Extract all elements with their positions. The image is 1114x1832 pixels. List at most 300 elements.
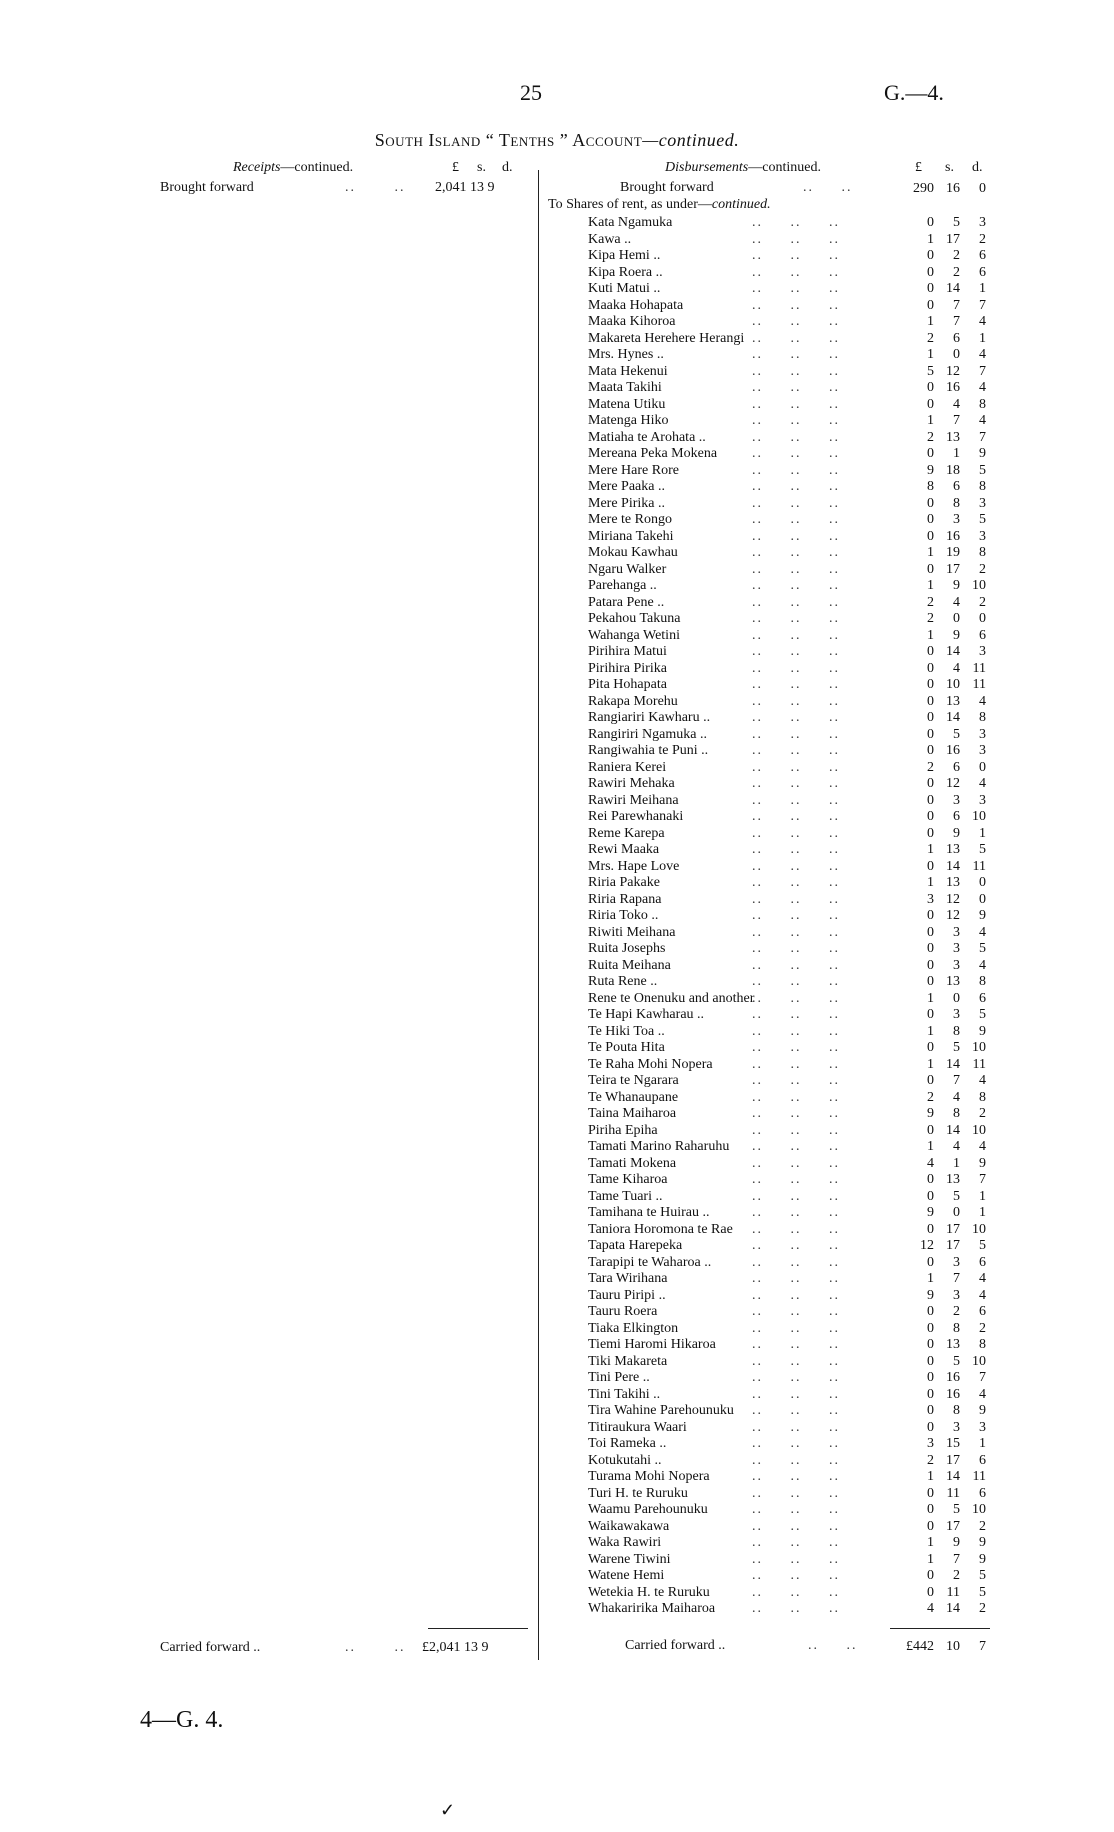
entry-shillings: 16 [946,380,960,395]
entry-pounds: 0 [927,1568,934,1583]
entry-shillings: 14 [946,644,960,659]
entry-shillings: 4 [953,660,960,676]
entry-shillings: 9 [953,1535,960,1550]
entry-pence: 8 [979,974,986,989]
entry-pence: 8 [979,396,986,412]
receipts-carried-forward-label: Carried forward .. [160,1640,261,1655]
dot-leader: .. .. .. [752,1007,840,1022]
entry-shillings: 2 [953,1304,960,1319]
entry-shillings: 7 [953,314,960,329]
receipts-brought-forward-leader: .. .. [345,180,406,195]
table-row [0,1551,1114,1568]
entry-pounds: 0 [927,660,934,676]
entry-pounds: 1 [927,413,934,428]
entry-pence: 9 [979,1023,986,1039]
table-row [0,973,1114,990]
dot-leader: .. .. .. [752,528,840,544]
entry-pounds: 0 [927,1419,934,1435]
entry-shillings: 9 [953,578,960,593]
table-row [0,643,1114,660]
entry-shillings: 3 [953,924,960,940]
entry-pounds: 0 [927,1188,934,1204]
dot-leader: .. .. .. [752,1271,840,1286]
entry-pounds: 1 [927,1056,934,1072]
table-row [0,1270,1114,1287]
table-row [0,1584,1114,1601]
entry-pounds: 0 [927,710,934,725]
entry-name: Rakapa Morehu [588,693,678,709]
receipts-col-pounds: £ [452,160,459,175]
table-row [0,1402,1114,1419]
entry-pence: 8 [979,710,986,725]
table-row [0,742,1114,759]
table-row [0,726,1114,743]
entry-name: Maaka Hohapata [588,297,684,313]
table-row [0,495,1114,512]
entry-name: Piriha Epiha [588,1122,658,1138]
entry-name: Tamati Marino Raharuhu [588,1139,730,1154]
entry-shillings: 14 [946,1469,960,1484]
dot-leader: .. .. .. [752,1238,840,1253]
brought-forward-shillings: 16 [946,181,960,196]
entry-pence: 11 [972,1056,986,1072]
entry-pounds: 0 [927,281,934,296]
table-row [0,1501,1114,1518]
entry-pounds: 0 [927,924,934,940]
entry-shillings: 12 [946,776,960,791]
dot-leader: .. .. .. [752,726,840,742]
table-row [0,1369,1114,1386]
dot-leader: .. .. .. [752,1205,840,1220]
entry-pounds: 1 [927,545,934,560]
table-row [0,1105,1114,1122]
entry-pence: 5 [979,1568,986,1583]
entry-shillings: 14 [946,1122,960,1138]
dot-leader: .. .. .. [752,1188,840,1204]
table-row [0,891,1114,908]
entry-shillings: 5 [953,1040,960,1055]
entry-pounds: 0 [927,677,934,692]
entry-name: Tauru Roera [588,1304,658,1319]
entry-shillings: 13 [946,974,960,989]
page-number: 25 [520,80,542,105]
entry-shillings: 2 [953,248,960,263]
entry-name: Tamati Mokena [588,1155,677,1171]
entry-pounds: 0 [927,1221,934,1237]
entry-name: Tini Pere .. [588,1370,650,1385]
entry-pence: 6 [979,264,986,280]
dot-leader: .. .. .. [752,710,840,725]
entry-pounds: 0 [927,1040,934,1055]
entry-name: Matena Utiku [588,396,666,412]
entry-pence: 9 [979,1535,986,1550]
entry-name: Tarapipi te Waharoa .. [588,1254,712,1270]
entry-name: Kipa Hemi .. [588,248,661,263]
disbursements-carried-forward-leader: .. .. [808,1638,858,1653]
entry-shillings: 7 [953,1551,960,1567]
entry-pence: 4 [979,776,986,791]
entry-pounds: 1 [927,578,934,593]
entry-pence: 4 [979,1287,986,1303]
receipts-col-shillings: s. [477,160,486,175]
entry-shillings: 14 [946,1056,960,1072]
entry-shillings: 10 [946,677,960,692]
entry-shillings: 2 [953,1568,960,1583]
table-row [0,775,1114,792]
entry-pence: 6 [979,248,986,263]
entry-shillings: 19 [946,545,960,560]
entry-shillings: 16 [946,743,960,758]
table-row [0,858,1114,875]
table-row [0,907,1114,924]
entry-name: Mereana Peka Mokena [588,446,718,461]
entry-shillings: 13 [946,693,960,709]
disbursements-heading-label: Disbursements [665,160,749,175]
entry-pence: 2 [979,1518,986,1534]
dot-leader: .. .. .. [752,1403,840,1418]
carried-forward-pence: 7 [979,1639,986,1654]
entry-pence: 2 [979,1106,986,1121]
dot-leader: .. .. .. [752,347,840,362]
entry-name: Maata Takihi [588,380,662,395]
entry-pence: 5 [979,842,986,857]
entry-shillings: 8 [953,1023,960,1039]
entry-pence: 3 [979,528,986,544]
entry-name: Raniera Kerei [588,759,667,775]
dot-leader: .. .. .. [752,660,840,676]
entry-pence: 4 [979,693,986,709]
entry-pence: 2 [979,231,986,247]
entry-pounds: 0 [927,1370,934,1385]
entry-shillings: 3 [953,957,960,973]
entry-shillings: 15 [946,1436,960,1451]
table-row [0,627,1114,644]
entry-pence: 1 [979,1188,986,1204]
receipts-carried-forward-value: £2,041 13 9 [422,1640,489,1655]
disbursements-brought-forward-leader: .. .. [803,180,853,195]
entry-pence: 4 [979,347,986,362]
entry-shillings: 6 [953,479,960,494]
entry-name: Waikawakawa [588,1518,670,1534]
entry-shillings: 13 [946,429,960,445]
entry-name: Ruita Josephs [588,941,666,956]
table-row [0,759,1114,776]
entry-name: Riria Toko .. [588,908,659,923]
receipts-heading-suffix: —continued. [280,160,354,175]
dot-leader: .. .. .. [752,825,840,841]
dot-leader: .. .. .. [752,363,840,379]
entry-pence: 6 [979,1452,986,1468]
disbursements-brought-forward-label: Brought forward [620,180,714,195]
entry-pence: 9 [979,1403,986,1418]
entry-shillings: 14 [946,281,960,296]
entry-pounds: 9 [927,1106,934,1121]
entry-name: Rewi Maaka [588,842,660,857]
entry-shillings: 17 [946,1518,960,1534]
entry-shillings: 8 [953,1403,960,1418]
dot-leader: .. .. .. [752,281,840,296]
entry-pence: 5 [979,1238,986,1253]
dot-leader: .. .. .. [752,1535,840,1550]
entry-pence: 5 [979,462,986,478]
table-row [0,544,1114,561]
entry-name: Rangiwahia te Puni .. [588,743,709,758]
dot-leader: .. .. .. [752,693,840,709]
dot-leader: .. .. .. [752,974,840,989]
entry-shillings: 13 [946,1172,960,1187]
entry-pence: 1 [979,281,986,296]
entry-pounds: 0 [927,446,934,461]
entry-pence: 2 [979,1320,986,1336]
entry-name: Rei Parewhanaki [588,809,684,824]
entry-pence: 2 [979,594,986,610]
entry-name: Parehanga .. [588,578,657,593]
entry-name: Te Pouta Hita [588,1040,665,1055]
entry-name: Riwiti Meihana [588,924,676,940]
entry-name: Rawiri Meihana [588,792,679,808]
entry-name: Titiraukura Waari [588,1419,687,1435]
dot-leader: .. .. .. [752,1254,840,1270]
dot-leader: .. .. .. [752,1518,840,1534]
dot-leader: .. .. .. [752,957,840,973]
entry-pence: 4 [979,380,986,395]
entry-name: Rangiariri Kawharu .. [588,710,711,725]
entry-name: Mere Paaka .. [588,479,665,494]
entry-shillings: 17 [946,1221,960,1237]
entry-pence: 7 [979,1370,986,1385]
table-row [0,1056,1114,1073]
dot-leader: .. .. .. [752,792,840,808]
table-row [0,1336,1114,1353]
table-row [0,1138,1114,1155]
table-row [0,264,1114,281]
entry-name: Mrs. Hape Love [588,858,680,874]
entry-pounds: 0 [927,396,934,412]
table-row [0,792,1114,809]
entry-pounds: 1 [927,627,934,643]
entry-name: Kipa Roera .. [588,264,663,280]
table-row [0,478,1114,495]
entry-pounds: 2 [927,1452,934,1468]
entry-pence: 8 [979,1089,986,1105]
title-main: South Island “ Tenths ” Account [374,130,643,150]
entry-pence: 3 [979,215,986,230]
receipts-carried-forward-leader: .. .. [345,1640,406,1655]
entry-pence: 3 [979,495,986,511]
dot-leader: .. .. .. [752,1601,840,1616]
table-row [0,924,1114,941]
entry-pence: 4 [979,957,986,973]
entry-name: Tauru Piripi .. [588,1287,666,1303]
entry-pence: 11 [972,677,986,692]
page-reference: G.—4. [884,80,944,105]
entry-name: Turama Mohi Nopera [588,1469,710,1484]
entry-name: Patara Pene .. [588,594,665,610]
entry-name: Mere Pirika .. [588,495,665,511]
entry-pounds: 2 [927,330,934,346]
entry-pence: 2 [979,561,986,577]
dot-leader: .. .. .. [752,396,840,412]
table-row [0,825,1114,842]
entry-pence: 5 [979,941,986,956]
entry-shillings: 13 [946,875,960,890]
entry-shillings: 9 [953,627,960,643]
entry-pence: 7 [979,1172,986,1187]
table-row [0,1518,1114,1535]
table-row [0,1287,1114,1304]
entry-pence: 11 [972,858,986,874]
entry-shillings: 18 [946,462,960,478]
dot-leader: .. .. .. [752,1320,840,1336]
entry-pence: 4 [979,1271,986,1286]
brought-forward-pounds: 290 [913,181,934,196]
entry-shillings: 5 [953,1502,960,1517]
entry-name: Whakaririka Maiharoa [588,1601,716,1616]
table-row [0,1534,1114,1551]
entry-shillings: 7 [953,413,960,428]
dot-leader: .. .. .. [752,924,840,940]
entry-name: Teira te Ngarara [588,1073,679,1088]
entry-shillings: 4 [953,594,960,610]
entry-pounds: 0 [927,1304,934,1319]
table-row [0,1320,1114,1337]
entry-name: Maaka Kihoroa [588,314,676,329]
dot-leader: .. .. .. [752,561,840,577]
dot-leader: .. .. .. [752,1122,840,1138]
entry-pence: 11 [972,1469,986,1484]
entry-shillings: 5 [953,1353,960,1369]
table-row [0,1072,1114,1089]
dot-leader: .. .. .. [752,627,840,643]
entry-shillings: 3 [953,1007,960,1022]
entry-pounds: 1 [927,347,934,362]
dot-leader: .. .. .. [752,1304,840,1319]
entry-pence: 10 [972,1502,986,1517]
table-row [0,280,1114,297]
entry-pounds: 3 [927,1436,934,1451]
dot-leader: .. .. .. [752,1106,840,1121]
entry-name: Waamu Parehounuku [588,1502,708,1517]
entry-pence: 7 [979,429,986,445]
title-suffix: —continued. [642,130,740,150]
entry-name: Matenga Hiko [588,413,669,428]
dot-leader: .. .. .. [752,594,840,610]
entry-pence: 0 [979,611,986,626]
dot-leader: .. .. .. [752,297,840,313]
entry-pounds: 3 [927,891,934,907]
dot-leader: .. .. .. [752,1040,840,1055]
table-row [0,363,1114,380]
entry-pounds: 0 [927,512,934,527]
disbursements-col-shillings: s. [945,160,954,175]
table-row [0,528,1114,545]
entry-shillings: 6 [953,759,960,775]
dot-leader: .. .. .. [752,759,840,775]
entry-pounds: 0 [927,1502,934,1517]
table-row [0,676,1114,693]
entry-pounds: 0 [927,1518,934,1534]
dot-leader: .. .. .. [752,1502,840,1517]
entry-shillings: 17 [946,561,960,577]
entry-shillings: 3 [953,792,960,808]
entry-pence: 1 [979,1436,986,1451]
entry-name: Rene te Onenuku and another [588,990,755,1006]
entry-pounds: 0 [927,1584,934,1600]
dot-leader: .. .. .. [752,578,840,593]
entry-name: Matiaha te Arohata .. [588,429,706,445]
dot-leader: .. .. .. [752,891,840,907]
entry-pounds: 1 [927,990,934,1006]
entry-name: Rawiri Mehaka [588,776,675,791]
disbursements-heading-suffix: —continued. [748,160,821,175]
entry-pounds: 1 [927,1551,934,1567]
table-row [0,462,1114,479]
entry-pounds: 0 [927,1073,934,1088]
table-row [0,610,1114,627]
brought-forward-pence: 0 [979,181,986,196]
table-row [0,412,1114,429]
entry-name: Riria Rapana [588,891,662,907]
disbursements-carried-forward-label: Carried forward .. [625,1638,726,1653]
entry-shillings: 0 [953,347,960,362]
table-row [0,1435,1114,1452]
carried-forward-pounds: £442 [906,1639,934,1654]
tick-mark: ✓ [440,1800,456,1820]
entry-name: Tiaka Elkington [588,1320,679,1336]
table-row [0,396,1114,413]
dot-leader: .. .. .. [752,1353,840,1369]
entry-name: Tiemi Haromi Hikaroa [588,1337,716,1352]
table-row [0,1023,1114,1040]
subheading-text: To Shares of rent, as under— [548,197,712,212]
entry-pence: 3 [979,726,986,742]
entry-pounds: 0 [927,1254,934,1270]
entry-pounds: 2 [927,429,934,445]
entry-name: Tapata Harepeka [588,1238,683,1253]
entry-pounds: 0 [927,528,934,544]
entry-name: Te Whanaupane [588,1089,679,1105]
entry-shillings: 5 [953,215,960,230]
table-row [0,1039,1114,1056]
table-row [0,379,1114,396]
entry-pence: 9 [979,1155,986,1171]
entry-shillings: 3 [953,1287,960,1303]
entry-pence: 0 [979,891,986,907]
dot-leader: .. .. .. [752,1485,840,1501]
entry-name: Kuti Matui .. [588,281,661,296]
entry-pounds: 0 [927,908,934,923]
entry-pounds: 0 [927,297,934,313]
entry-shillings: 12 [946,908,960,923]
entry-pence: 8 [979,479,986,494]
entry-shillings: 16 [946,528,960,544]
dot-leader: .. .. .. [752,446,840,461]
table-row [0,1485,1114,1502]
entry-pence: 4 [979,314,986,329]
entry-pence: 0 [979,875,986,890]
dot-leader: .. .. .. [752,462,840,478]
table-row [0,1468,1114,1485]
entry-pence: 10 [972,809,986,824]
entry-pence: 6 [979,627,986,643]
entry-shillings: 5 [953,726,960,742]
dot-leader: .. .. .. [752,858,840,874]
entry-pounds: 1 [927,314,934,329]
dot-leader: .. .. .. [752,1436,840,1451]
entry-pence: 4 [979,924,986,940]
entry-shillings: 2 [953,264,960,280]
dot-leader: .. .. .. [752,1551,840,1567]
